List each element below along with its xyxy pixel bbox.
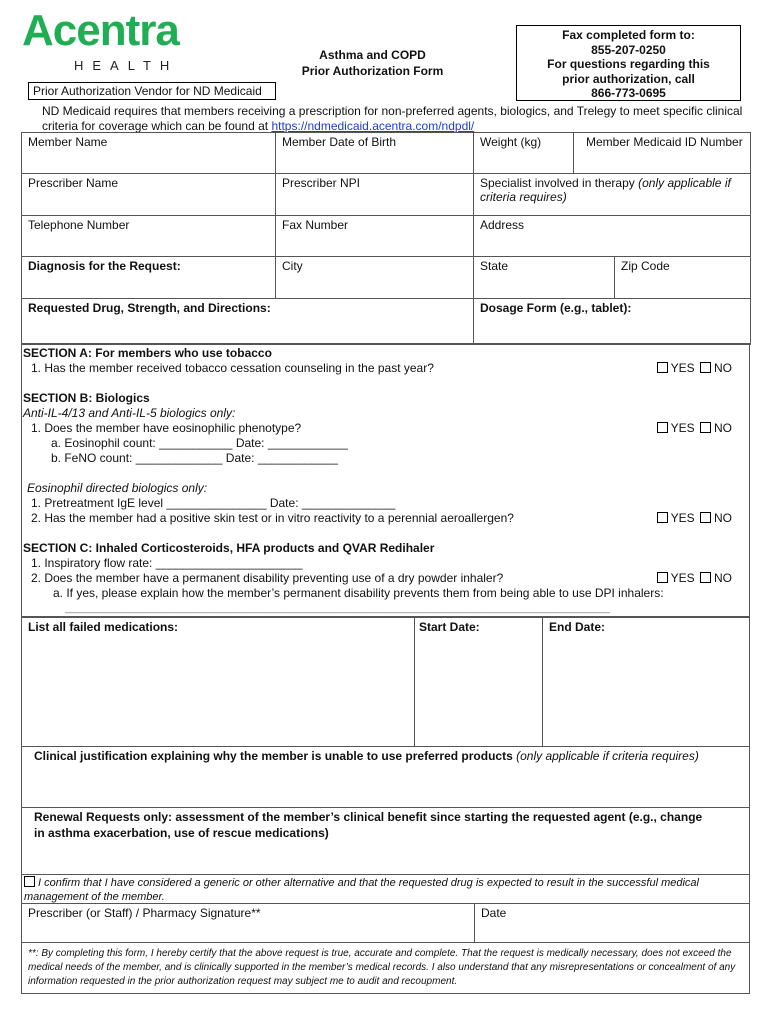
clinical-justification-label: Clinical justification explaining why the member is unable to use preferred products (only applicable if criteria requires) [34, 749, 699, 763]
vendor-label: Prior Authorization Vendor for ND Medicaid [28, 82, 276, 100]
end-date-box[interactable] [542, 617, 750, 747]
section-c-q2: 2. Does the member have a permanent disability preventing use of a dry powder inhaler? [31, 571, 504, 585]
acentra-logo: Acentra [22, 6, 179, 55]
member-name-field[interactable]: Member Name [22, 133, 276, 174]
section-c-title: SECTION C: Inhaled Corticosteroids, HFA products and QVAR Redihaler [23, 541, 435, 555]
form-title-line2: Prior Authorization Form [301, 64, 444, 78]
dpi-explanation-line[interactable]: __________________________________________________________________________________________________ [65, 603, 611, 614]
form-title [290, 47, 455, 79]
section-b-q2-options: YES NO [655, 511, 732, 526]
requested-drug-field[interactable]: Requested Drug, Strength, and Directions: [22, 299, 474, 345]
section-a-q1: 1. Has the member received tobacco cessation counseling in the past year? [31, 361, 434, 375]
address-field[interactable]: Address [474, 216, 751, 257]
signature-field[interactable] [21, 903, 475, 943]
member-dob-field[interactable]: Member Date of Birth [276, 133, 474, 174]
member-info-table [21, 132, 751, 345]
section-a-q1-options: YES NO [655, 361, 732, 376]
start-date-box[interactable] [414, 617, 543, 747]
date-label: Date [481, 906, 507, 920]
member-id-field[interactable]: Member Medicaid ID Number [574, 133, 751, 174]
phone-number: 866-773-0695 [591, 86, 666, 100]
fax-line3: For questions regarding this [547, 57, 710, 71]
city-field[interactable]: City [276, 257, 474, 299]
fax-info-box [516, 25, 741, 101]
section-c-q2-options: YES NO [655, 571, 732, 586]
inspiratory-flow-rate[interactable]: 1. Inspiratory flow rate: ______________________ [31, 556, 303, 570]
date-field[interactable] [474, 903, 750, 943]
disclaimer-box [21, 942, 750, 994]
prescriber-npi-field[interactable]: Prescriber NPI [276, 174, 474, 216]
section-a-title: SECTION A: For members who use tobacco [23, 346, 272, 360]
section-b-q1-options: YES NO [655, 421, 732, 436]
section-c-q2a: a. If yes, please explain how the member’s permanent disability prevents them from being able to use DPI inhalers: [53, 586, 664, 600]
confirm-checkbox[interactable] [24, 876, 35, 887]
health-logo-text: HEALTH [74, 58, 179, 73]
section-b-subtitle2: Eosinophil directed biologics only: [27, 481, 208, 495]
state-field[interactable]: State [474, 257, 615, 299]
weight-field[interactable]: Weight (kg) [474, 133, 574, 174]
disclaimer-text: **: By completing this form, I hereby certify that the above request is true, accurate and complete. That the request is medically necessary, does not exceed the medical needs of the member, and is clinically supported in the member’s medical records. I also understand that any misrepresentations or concealment of any information requested in the prior authorization request may subject me to audit and recoupment. [28, 948, 736, 987]
specialist-field[interactable]: Specialist involved in therapy (only applicable if criteria requires) [474, 174, 751, 216]
diagnosis-field[interactable]: Diagnosis for the Request: [22, 257, 276, 299]
end-date-label: End Date: [549, 620, 606, 634]
dosage-form-field[interactable]: Dosage Form (e.g., tablet): [474, 299, 751, 345]
fax-number: 855-207-0250 [591, 42, 666, 57]
zip-field[interactable]: Zip Code [615, 257, 751, 299]
prescriber-name-field[interactable]: Prescriber Name [22, 174, 276, 216]
fax-line1: Fax completed form to: [562, 28, 695, 42]
section-b-subtitle1: Anti-IL-4/13 and Anti-IL-5 biologics only: [23, 406, 236, 420]
intro-text [42, 104, 752, 134]
intro-body: ND Medicaid requires that members receiving a prescription for non-preferred agents, biologics, and Trelegy to meet specific clinical criteria for coverage which can be found at [42, 104, 743, 133]
failed-medications-box[interactable] [21, 617, 415, 747]
section-b-title: SECTION B: Biologics [23, 391, 150, 405]
clinical-justification-box[interactable] [21, 746, 750, 808]
criteria-link[interactable]: https://ndmedicaid.acentra.com/ndpdl/ [271, 119, 475, 133]
fax-field[interactable]: Fax Number [276, 216, 474, 257]
eosinophil-count[interactable]: a. Eosinophil count: ___________ Date: ____________ [51, 436, 348, 450]
section-b-q2: 2. Has the member had a positive skin test or in vitro reactivity to a perennial aeroallergen? [31, 511, 514, 525]
confirm-text: I confirm that I have considered a generic or other alternative and that the requested drug is expected to result in the successful medical management of the member. [24, 877, 699, 903]
telephone-field[interactable]: Telephone Number [22, 216, 276, 257]
form-title-line1: Asthma and COPD [319, 48, 426, 62]
sections-frame [21, 343, 750, 617]
failed-medications-label: List all failed medications: [28, 620, 179, 634]
fax-line4: prior authorization, call [562, 71, 695, 86]
confirm-box [21, 874, 750, 904]
section-b-q1: 1. Does the member have eosinophilic phenotype? [31, 421, 302, 435]
feno-count[interactable]: b. FeNO count: _____________ Date: ____________ [51, 451, 338, 465]
signature-label: Prescriber (or Staff) / Pharmacy Signature** [28, 906, 261, 920]
start-date-label: Start Date: [419, 620, 480, 634]
renewal-box[interactable] [21, 807, 750, 875]
renewal-label: Renewal Requests only: assessment of the member’s clinical benefit since starting the requested agent (e.g., change in asthma exacerbation, use of rescue medications) [34, 810, 703, 840]
ige-level[interactable]: 1. Pretreatment IgE level _______________ Date: ______________ [31, 496, 396, 510]
